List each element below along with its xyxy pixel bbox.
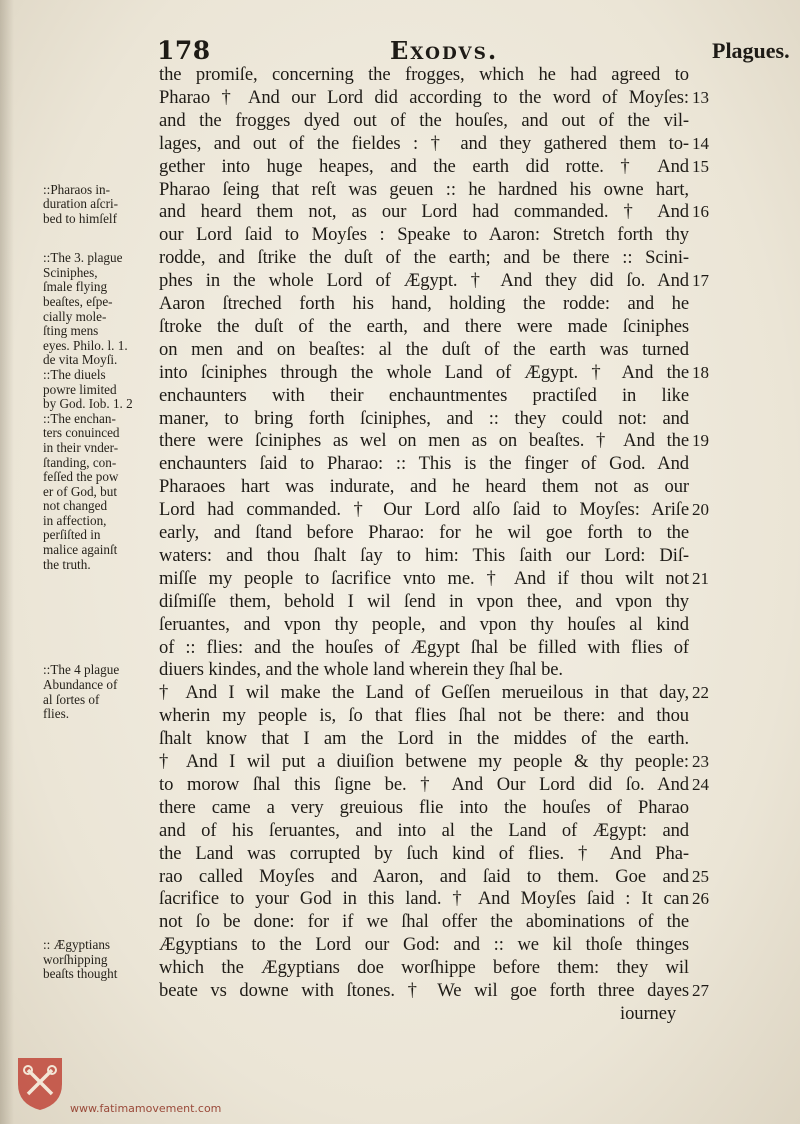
text-line: † And I wil put a diuiſion betwene my people & thy people:	[159, 751, 689, 772]
margin-note-line: cially mole-	[43, 309, 107, 324]
text-line: ſtroke the duſt of the earth, and there were made ſciniphes	[159, 315, 689, 337]
watermark-url: www.fatimamovement.com	[70, 1102, 222, 1115]
margin-note-line: powre limited	[43, 382, 117, 397]
margin-note	[43, 663, 159, 721]
margin-note-line: not changed	[43, 499, 108, 514]
text-line: waters: and thou ſhalt ſay to him: This ſaith our Lord: Diſ-	[159, 544, 689, 566]
text-line: not ſo be done: for if we ſhal offer the abominations of the	[159, 911, 689, 933]
text-line: the promiſe, concerning the frogges, which he had agreed to	[159, 64, 689, 85]
verse-number: 21	[692, 568, 709, 588]
verse-number: 22	[692, 683, 709, 703]
text-line: the Land was corrupted by ſuch kind of flies. † And Pha-	[159, 842, 689, 864]
margin-note-line: Sciniphes,	[43, 265, 98, 280]
text-line: rodde, and ſtrike the duſt of the earth; and be there :: Scini-	[159, 247, 689, 269]
margin-note-line: al ſortes of	[43, 692, 100, 707]
text-line: our Lord ſaid to Moyſes : Speake to Aaron: Stretch forth thy	[159, 224, 689, 246]
text-line: wherin my people is, ſo that flies ſhal not be there: and thou	[159, 705, 689, 727]
text-line: there came a very greuious flie into the houſes of Pharao	[159, 796, 689, 818]
margin-note-line: duration aſcri-	[43, 197, 119, 212]
margin-note-line: perſiſted in	[43, 528, 101, 543]
text-line: to morow ſhal this ſigne be. † And Our Lord did ſo. And	[159, 773, 689, 795]
verse-number: 14	[692, 133, 709, 153]
margin-note-line: ters conuinced	[43, 426, 120, 441]
page-header	[0, 34, 800, 68]
verse-number: 18	[692, 362, 709, 382]
margin-note-line: flies.	[43, 707, 70, 722]
margin-note-line: the truth.	[43, 557, 91, 572]
verse-number: 13	[692, 87, 709, 107]
text-line: of :: flies: and the houſes of Ægypt ſhal be filled with flies of	[159, 636, 689, 658]
text-line: Ægyptians to the Lord our God: and :: we kil thoſe thinges	[159, 934, 689, 956]
text-line: phes in the whole Lord of Ægypt. † And they did ſo. And	[159, 270, 689, 292]
margin-note	[43, 183, 159, 227]
margin-note-line: worſhipping	[43, 952, 108, 967]
text-line: rao called Moyſes and Aaron, and ſaid to them. Goe and	[159, 865, 689, 887]
margin-note-line: in affection,	[43, 513, 107, 528]
margin-note-line: ::The 3. plague	[43, 251, 123, 266]
text-line: beate vs downe with ſtones. † We wil goe forth three dayes	[159, 980, 689, 1001]
text-line: Pharao ſeing that reſt was geuen :: he hardned his owne hart,	[159, 178, 689, 200]
text-line: † And I wil make the Land of Geſſen merueilous in that day,	[159, 682, 689, 704]
text-line: Pharaoes hart was indurate, and he heard them not as our	[159, 476, 689, 498]
text-line: there were ſciniphes as wel on men as on beaſtes. † And the	[159, 430, 689, 452]
margin-note-line: ::The enchan-	[43, 411, 116, 426]
book-title: Exodvs.	[390, 36, 499, 65]
margin-note-line: beaſts thought	[43, 967, 118, 982]
text-line: Lord had commanded. † Our Lord alſo ſaid to Moyſes: Ariſe	[159, 499, 689, 521]
text-line: maner, to bring forth ſciniphes, and :: they could not: and	[159, 407, 689, 429]
margin-note-line: ſting mens	[43, 324, 99, 339]
verse-number: 19	[692, 431, 709, 451]
verse-number: 25	[692, 866, 709, 886]
text-line: and of his ſeruantes, and into al the Land of Ægypt: and	[159, 819, 689, 841]
text-line: enchaunters ſaid to Pharao: :: This is the finger of God. And	[159, 453, 689, 475]
verse-number: 15	[692, 156, 709, 176]
margin-note-line: malice againſt	[43, 543, 118, 558]
text-line: into ſciniphes through the whole Land of Ægypt. † And the	[159, 361, 689, 383]
text-line: on men and on beaſtes: al the duſt of the earth was turned	[159, 338, 689, 360]
margin-note-line: ::The 4 plague	[43, 663, 120, 678]
text-line: diuers kindes, and the whole land wherein they ſhal be.	[159, 659, 563, 681]
text-line: ſeruantes, and vpon thy people, and vpon thy houſes al kind	[159, 613, 689, 635]
page-number: 178	[157, 36, 211, 65]
margin-note-line: er of God, but	[43, 484, 117, 499]
margin-note-line: bed to himſelf	[43, 211, 117, 226]
verse-number: 24	[692, 774, 709, 794]
text-line: which the Ægyptians doe worſhippe before them: they wil	[159, 957, 689, 979]
text-line: ſhalt know that I am the Lord in the middes of the earth.	[159, 728, 689, 750]
margin-note-line: ::Pharaos in-	[43, 182, 111, 197]
text-line: enchaunters with their enchauntmentes practiſed in like	[159, 384, 689, 406]
text-line: diſmiſſe them, behold I wil ſend in vpon thee, and vpon thy	[159, 590, 689, 612]
verse-number: 23	[692, 752, 709, 771]
margin-note-line: by God. Iob. 1. 2	[43, 397, 133, 412]
text-line: gether into huge heapes, and the earth did rotte. † And	[159, 155, 689, 177]
text-line: lages, and out of the fieldes : † and they gathered them to-	[159, 132, 689, 154]
verse-number: 27	[692, 981, 709, 1000]
margin-note-line: ſmale flying	[43, 280, 108, 295]
margin-note	[43, 938, 159, 982]
margin-note-line: beaſtes, eſpe-	[43, 294, 113, 309]
papal-seal-icon	[14, 1054, 66, 1112]
text-line: and heard them not, as our Lord had commanded. † And	[159, 201, 689, 223]
verse-number: 17	[692, 271, 709, 291]
running-head: Plagues.	[712, 38, 790, 63]
text-line: iourney	[620, 1002, 677, 1024]
margin-note-line: ſtanding, con-	[43, 455, 117, 470]
verse-number: 16	[692, 202, 709, 222]
text-line: Pharao † And our Lord did according to the word of Moyſes:	[159, 86, 689, 108]
margin-note-line: in their vnder-	[43, 440, 119, 455]
margin-note-line: feſſed the pow	[43, 470, 119, 485]
verse-number: 26	[692, 889, 709, 909]
text-line: and the frogges dyed out of the houſes, and out of the vil-	[159, 109, 689, 131]
text-line: Aaron ſtreched forth his hand, holding the rodde: and he	[159, 293, 689, 314]
margin-note-line: eyes. Philo. l. 1.	[43, 338, 128, 353]
verse-number: 20	[692, 500, 709, 520]
margin-note-line: ::The diuels	[43, 367, 106, 382]
margin-note	[43, 251, 159, 572]
margin-note-line: Abundance of	[43, 677, 118, 692]
gutter-shadow	[0, 0, 14, 1124]
margin-note-line: :: Ægyptians	[43, 938, 111, 953]
text-line: ſacrifice to your God in this land. † And Moyſes ſaid : It can	[159, 888, 689, 910]
margin-note-line: de vita Moyſi.	[43, 353, 118, 368]
text-line: early, and ſtand before Pharao: for he wil goe forth to the	[159, 522, 689, 543]
text-line: miſſe my people to ſacrifice vnto me. † And if thou wilt not	[159, 567, 689, 589]
